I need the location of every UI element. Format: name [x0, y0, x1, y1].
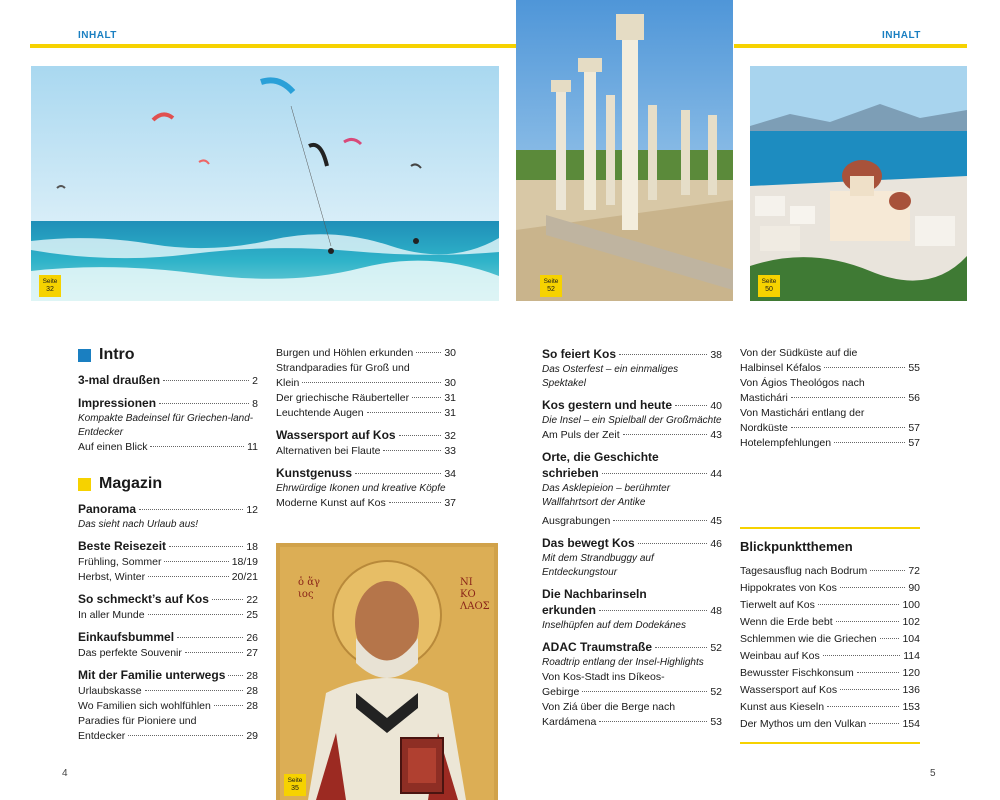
header-rule-right: [734, 44, 967, 48]
blickpunkt-item[interactable]: [740, 631, 920, 648]
entry-title: Impressionen: [78, 396, 157, 410]
section-square-icon: [78, 349, 91, 362]
entry-title: So feiert Kos: [542, 347, 617, 361]
badge-page: 52: [547, 286, 555, 293]
line-page: 30: [444, 377, 456, 389]
blickpunkt-item[interactable]: [740, 699, 920, 716]
toc-column-4: [740, 346, 920, 451]
line-page: 153: [902, 701, 920, 713]
entry-page: 46: [710, 538, 722, 550]
line-title: Der griechische Räuberteller: [276, 392, 410, 404]
blickpunkt-list: [740, 539, 920, 733]
icon-photo: [276, 543, 498, 800]
toc-entry[interactable]: [276, 427, 456, 459]
line-title: Klein: [276, 377, 300, 389]
line-title: Entdecker: [78, 730, 126, 742]
line-page: 33: [444, 445, 456, 457]
toc-line[interactable]: [276, 406, 456, 421]
line-title-start: Von Kos-Stadt ins Díkeos-: [542, 671, 665, 683]
line-page: 57: [908, 437, 920, 449]
line-page: 30: [444, 347, 456, 359]
line-page: 45: [710, 515, 722, 527]
header-rule-left: [30, 44, 516, 48]
line-title-start: Von Ágios Theológos nach: [740, 377, 865, 389]
entry-page: 12: [246, 504, 258, 516]
toc-line[interactable]: [740, 421, 920, 436]
toc-entry[interactable]: [542, 535, 722, 580]
toc-line[interactable]: [78, 646, 258, 661]
page-badge-50[interactable]: [758, 275, 780, 297]
line-page: 28: [246, 700, 258, 712]
entry-subtitle: Mit dem Strandbuggy auf Entdeckungstour: [542, 553, 654, 578]
entry-subtitle: Inselhüpfen auf dem Dodekánes: [542, 620, 686, 631]
toc-line[interactable]: [78, 684, 258, 699]
line-page: 100: [902, 599, 920, 611]
badge-label: Seite: [42, 278, 58, 285]
toc-entry[interactable]: [78, 629, 258, 661]
toc-line[interactable]: [78, 555, 258, 570]
line-title: Hippokrates von Kos: [740, 582, 837, 594]
line-page: 53: [710, 716, 722, 728]
line-title-start: Strandparadies für Groß und: [276, 362, 410, 374]
entry-title: schrieben: [542, 466, 599, 480]
line-title: Leuchtende Augen: [276, 407, 364, 419]
section-intro: [78, 346, 258, 364]
entry-title: So schmeckt’s auf Kos: [78, 592, 209, 606]
entry-title: Kunstgenuss: [276, 466, 353, 480]
toc-column-2: [276, 346, 456, 517]
line-title-start: Von der Südküste auf die: [740, 347, 858, 359]
line-title: Wassersport auf Kos: [740, 684, 838, 696]
toc-entry[interactable]: [542, 586, 722, 633]
entry-title-start: Die Nachbarinseln: [542, 587, 647, 601]
entry-page: 8: [252, 398, 258, 410]
line-title: Gebirge: [542, 686, 580, 698]
kitesurf-photo: [31, 66, 499, 301]
section-title: Magazin: [99, 475, 163, 492]
toc-entry[interactable]: [78, 395, 258, 455]
toc-entry[interactable]: [542, 449, 722, 529]
line-title: Tierwelt auf Kos: [740, 599, 815, 611]
toc-line[interactable]: [542, 715, 722, 730]
line-page: 90: [908, 582, 920, 594]
line-page: 55: [908, 362, 920, 374]
toc-line[interactable]: [276, 444, 456, 459]
toc-column-3: [542, 346, 722, 736]
line-page: 114: [903, 650, 920, 662]
toc-entry[interactable]: [542, 397, 722, 443]
entry-title: erkunden: [542, 603, 597, 617]
entry-page: 28: [246, 670, 258, 682]
toc-entry[interactable]: [78, 372, 258, 389]
line-page: 37: [444, 497, 456, 509]
entry-subtitle: Ehrwürdige Ikonen und kreative Köpfe: [276, 483, 446, 494]
icon-inscription-right: ΝΙ ΚΟ ΛΑΟΣ: [460, 577, 490, 612]
badge-label: Seite: [287, 777, 303, 784]
line-title: Alternativen bei Flaute: [276, 445, 381, 457]
toc-line[interactable]: [276, 346, 456, 361]
page-badge-32[interactable]: [39, 275, 61, 297]
line-title: Mastichári: [740, 392, 788, 404]
toc-entry[interactable]: [78, 501, 258, 532]
temple-photo: [516, 0, 733, 301]
entry-page: 40: [710, 400, 722, 412]
entry-page: 34: [444, 468, 456, 480]
toc-line[interactable]: [740, 391, 920, 406]
line-title: Auf einen Blick: [78, 441, 148, 453]
line-page: 43: [710, 429, 722, 441]
toc-entry[interactable]: [78, 591, 258, 623]
entry-subtitle: Das Asklepieion – berühmter Wallfahrtsort der Antike: [542, 483, 671, 508]
blickpunkt-item[interactable]: [740, 665, 920, 682]
section-title: Intro: [99, 346, 135, 363]
entry-title: Wassersport auf Kos: [276, 428, 396, 442]
blickpunkt-rule-top: [740, 527, 920, 529]
entry-page: 26: [246, 632, 258, 644]
line-page: 31: [444, 407, 456, 419]
toc-entry[interactable]: [78, 667, 258, 744]
line-title: Hotelempfehlungen: [740, 437, 832, 449]
entry-title: Das bewegt Kos: [542, 536, 635, 550]
toc-line[interactable]: [276, 376, 456, 391]
blickpunkt-item[interactable]: [740, 716, 920, 733]
line-title: Das perfekte Souvenir: [78, 647, 182, 659]
toc-line[interactable]: [542, 514, 722, 529]
line-page: 18/19: [231, 556, 258, 568]
line-page: 104: [902, 633, 920, 645]
toc-line[interactable]: [740, 436, 920, 451]
entry-subtitle: Kompakte Badeinsel für Griechen-land-Entdecker: [78, 413, 254, 438]
badge-page: 50: [765, 286, 773, 293]
toc-line[interactable]: [78, 729, 258, 744]
line-title: Herbst, Winter: [78, 571, 146, 583]
toc-line[interactable]: [276, 496, 456, 511]
entry-title: Kos gestern und heute: [542, 398, 673, 412]
toc-line[interactable]: [542, 685, 722, 700]
blickpunkt-item[interactable]: [740, 682, 920, 699]
line-page: 102: [902, 616, 920, 628]
blickpunkt-item[interactable]: [740, 648, 920, 665]
line-page: 57: [908, 422, 920, 434]
line-title: Bewusster Fischkonsum: [740, 667, 854, 679]
toc-line[interactable]: [542, 428, 722, 443]
line-page: 56: [908, 392, 920, 404]
page-badge-35[interactable]: [284, 774, 306, 796]
line-title: Kunst aus Kieseln: [740, 701, 825, 713]
line-title: In aller Munde: [78, 609, 145, 621]
toc-line[interactable]: [78, 440, 258, 455]
running-head-right: INHALT: [882, 30, 921, 41]
badge-page: 35: [291, 785, 299, 792]
page-number-right: 5: [930, 768, 936, 779]
line-title: Wo Familien sich wohlfühlen: [78, 700, 211, 712]
line-title: Am Puls der Zeit: [542, 429, 620, 441]
line-title: Kardámena: [542, 716, 597, 728]
running-head-left: INHALT: [78, 30, 117, 41]
entry-subtitle: Das Osterfest – ein einmaliges Spektakel: [542, 364, 679, 389]
line-title: Halbinsel Kéfalos: [740, 362, 822, 374]
entry-page: 38: [710, 349, 722, 361]
entry-title: Mit der Familie unterwegs: [78, 668, 226, 682]
line-title-start: Von Ziá über die Berge nach: [542, 701, 676, 713]
line-title: Ausgrabungen: [542, 515, 611, 527]
blickpunkt-item[interactable]: [740, 563, 920, 580]
page-number-left: 4: [62, 768, 68, 779]
entry-title-start: Orte, die Geschichte: [542, 450, 659, 464]
badge-label: Seite: [761, 278, 777, 285]
entry-title: 3-mal draußen: [78, 373, 161, 387]
line-page: 27: [246, 647, 258, 659]
entry-page: 48: [710, 605, 722, 617]
entry-page: 18: [246, 541, 258, 553]
line-title: Wenn die Erde bebt: [740, 616, 833, 628]
line-title: Frühling, Sommer: [78, 556, 162, 568]
icon-inscription-left: ὁ ἅγιος: [298, 577, 320, 600]
section-magazin: [78, 475, 258, 493]
entry-title: Panorama: [78, 502, 137, 516]
toc-column-1: [78, 346, 258, 750]
line-title: Urlaubskasse: [78, 685, 142, 697]
line-title-start: Von Mastichári entlang der: [740, 407, 865, 419]
line-title-start: Paradies für Pioniere und: [78, 715, 197, 727]
toc-line[interactable]: [78, 608, 258, 623]
blickpunkt-item[interactable]: [740, 614, 920, 631]
town-photo: [750, 66, 967, 301]
blickpunkt-item[interactable]: [740, 597, 920, 614]
badge-page: 32: [46, 286, 54, 293]
entry-subtitle: Das sieht nach Urlaub aus!: [78, 519, 199, 530]
line-page: 28: [246, 685, 258, 697]
line-page: 136: [902, 684, 920, 696]
entry-subtitle: Roadtrip entlang der Insel-Highlights: [542, 657, 704, 668]
line-title: Der Mythos um den Vulkan: [740, 718, 867, 730]
line-title: Schlemmen wie die Griechen: [740, 633, 877, 645]
line-page: 25: [246, 609, 258, 621]
line-page: 11: [247, 441, 258, 453]
toc-line[interactable]: [78, 699, 258, 714]
toc-line[interactable]: [78, 570, 258, 585]
line-page: 20/21: [231, 571, 258, 583]
entry-page: 2: [252, 375, 258, 387]
blickpunkt-rule-bottom: [740, 742, 920, 744]
entry-title: Beste Reisezeit: [78, 539, 167, 553]
line-page: 72: [908, 565, 920, 577]
badge-label: Seite: [543, 278, 559, 285]
line-page: 31: [444, 392, 456, 404]
line-title: Nordküste: [740, 422, 788, 434]
page-badge-52[interactable]: [540, 275, 562, 297]
line-title: Weinbau auf Kos: [740, 650, 820, 662]
blickpunkt-item[interactable]: [740, 580, 920, 597]
entry-page: 22: [246, 594, 258, 606]
entry-page: 32: [444, 430, 456, 442]
toc-entry[interactable]: [78, 538, 258, 585]
line-page: 52: [710, 686, 722, 698]
toc-entry[interactable]: [276, 465, 456, 511]
line-page: 120: [902, 667, 920, 679]
line-title: Moderne Kunst auf Kos: [276, 497, 386, 509]
toc-entry[interactable]: [542, 639, 722, 730]
entry-page: 52: [710, 642, 722, 654]
toc-line[interactable]: [276, 391, 456, 406]
line-page: 154: [902, 718, 920, 730]
toc-line[interactable]: [740, 361, 920, 376]
section-title: Blickpunktthemen: [740, 539, 853, 554]
entry-title: ADAC Traumstraße: [542, 640, 653, 654]
line-page: 29: [246, 730, 258, 742]
section-square-icon: [78, 478, 91, 491]
entry-page: 44: [710, 468, 722, 480]
entry-title: Einkaufsbummel: [78, 630, 175, 644]
toc-entry[interactable]: [542, 346, 722, 391]
entry-subtitle: Die Insel – ein Spielball der Großmächte: [542, 415, 722, 426]
line-title: Burgen und Höhlen erkunden: [276, 347, 414, 359]
line-title: Tagesausflug nach Bodrum: [740, 565, 868, 577]
